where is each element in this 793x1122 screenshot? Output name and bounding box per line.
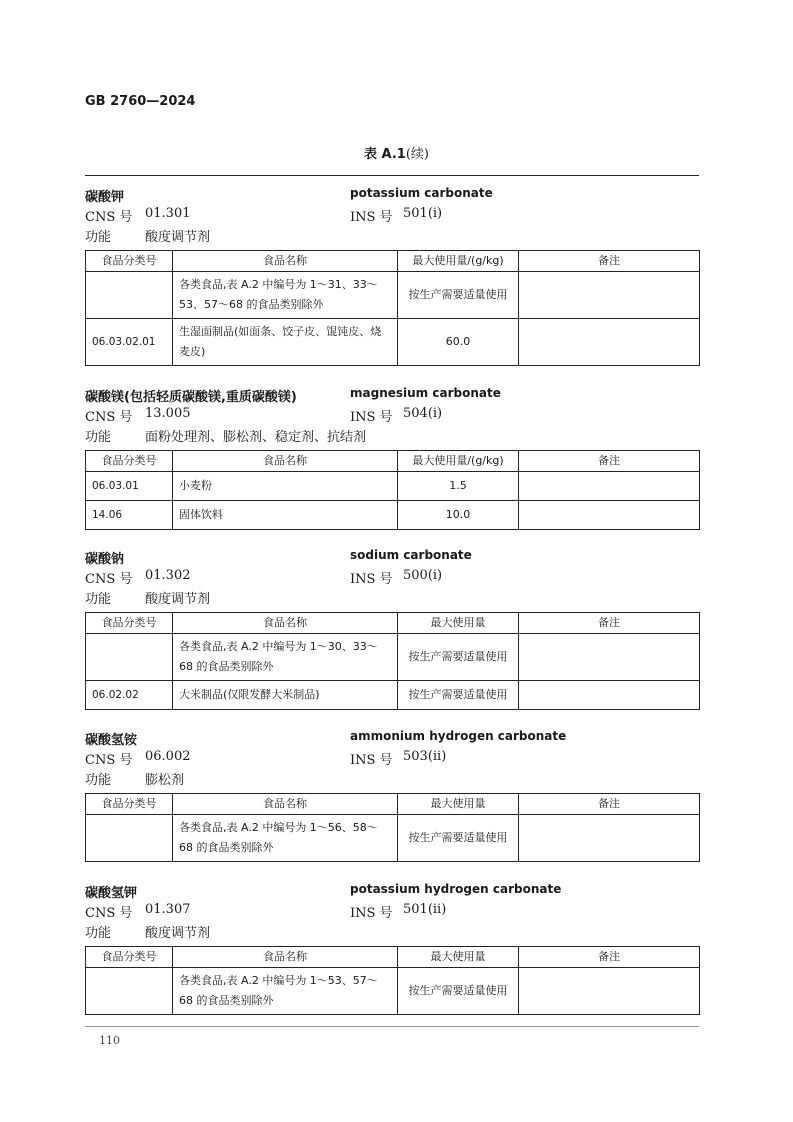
remarks-cell	[519, 681, 700, 710]
category-code-cell: 06.03.01	[86, 472, 173, 501]
ins-label: INS 号	[350, 410, 393, 425]
table-caption-suffix: (续)	[405, 147, 429, 162]
col-header-category-code: 食品分类号	[86, 947, 173, 968]
table-row	[86, 968, 700, 1015]
food-name-cell: 各类食品,表 A.2 中编号为 1～53、57～68 的食品类别除外	[173, 968, 398, 1015]
table-row	[86, 319, 700, 366]
col-header-remarks: 备注	[519, 451, 700, 472]
table-caption	[0, 143, 793, 162]
function-label: 功能	[85, 773, 112, 788]
food-name-cell: 固体饮料	[173, 501, 398, 530]
cns-label: CNS 号	[85, 572, 133, 587]
function-value: 酸度调节剂	[145, 926, 211, 941]
col-header-max-usage: 最大使用量/(g/kg)	[398, 251, 519, 272]
ins-label: INS 号	[350, 572, 393, 587]
cns-value: 01.302	[145, 568, 191, 583]
additive-name-en: sodium carbonate	[350, 548, 472, 562]
max-usage-cell: 10.0	[398, 501, 519, 530]
additive-section-magnesium-carbonate	[85, 386, 699, 530]
remarks-cell	[519, 472, 700, 501]
table-header-row	[86, 251, 700, 272]
col-header-category-code: 食品分类号	[86, 794, 173, 815]
remarks-cell	[519, 634, 700, 681]
additive-section-potassium-hydrogen-carbonate	[85, 882, 699, 1015]
table-header-row	[86, 794, 700, 815]
category-code-cell	[86, 815, 173, 862]
max-usage-cell: 按生产需要适量使用	[398, 272, 519, 319]
remarks-cell	[519, 319, 700, 366]
standard-code: GB 2760—2024	[85, 94, 196, 109]
category-code-cell: 06.02.02	[86, 681, 173, 710]
function-value: 酸度调节剂	[145, 592, 211, 607]
usage-table	[85, 793, 700, 862]
usage-table	[85, 612, 700, 710]
cns-label: CNS 号	[85, 753, 133, 768]
remarks-cell	[519, 968, 700, 1015]
additive-name-en: magnesium carbonate	[350, 386, 501, 400]
col-header-remarks: 备注	[519, 947, 700, 968]
cns-value: 01.301	[145, 206, 191, 221]
remarks-cell	[519, 272, 700, 319]
additive-section-sodium-carbonate	[85, 548, 699, 710]
col-header-food-name: 食品名称	[173, 947, 398, 968]
category-code-cell	[86, 968, 173, 1015]
col-header-remarks: 备注	[519, 794, 700, 815]
max-usage-cell: 按生产需要适量使用	[398, 815, 519, 862]
ins-value: 503(ii)	[403, 749, 447, 764]
col-header-remarks: 备注	[519, 613, 700, 634]
max-usage-cell: 60.0	[398, 319, 519, 366]
cns-label: CNS 号	[85, 210, 133, 225]
cns-label: CNS 号	[85, 906, 133, 921]
max-usage-cell: 1.5	[398, 472, 519, 501]
cns-label: CNS 号	[85, 410, 133, 425]
max-usage-cell: 按生产需要适量使用	[398, 634, 519, 681]
col-header-food-name: 食品名称	[173, 451, 398, 472]
function-label: 功能	[85, 926, 112, 941]
col-header-max-usage: 最大使用量	[398, 794, 519, 815]
function-label: 功能	[85, 592, 112, 607]
col-header-food-name: 食品名称	[173, 251, 398, 272]
cns-value: 06.002	[145, 749, 191, 764]
category-code-cell	[86, 272, 173, 319]
table-row	[86, 501, 700, 530]
category-code-cell	[86, 634, 173, 681]
category-code-cell: 14.06	[86, 501, 173, 530]
category-code-cell: 06.03.02.01	[86, 319, 173, 366]
additive-name-en: potassium carbonate	[350, 186, 493, 200]
cns-value: 13.005	[145, 406, 191, 421]
usage-table	[85, 250, 700, 366]
food-name-cell: 各类食品,表 A.2 中编号为 1～56、58～68 的食品类别除外	[173, 815, 398, 862]
footer-rule	[85, 1026, 699, 1027]
food-name-cell: 小麦粉	[173, 472, 398, 501]
cns-value: 01.307	[145, 902, 191, 917]
table-row	[86, 272, 700, 319]
additive-name-en: potassium hydrogen carbonate	[350, 882, 562, 896]
food-name-cell: 各类食品,表 A.2 中编号为 1～30、33～68 的食品类别除外	[173, 634, 398, 681]
additive-section-ammonium-hydrogen-carbonate	[85, 729, 699, 862]
food-name-cell: 大米制品(仅限发酵大米制品)	[173, 681, 398, 710]
food-name-cell: 各类食品,表 A.2 中编号为 1～31、33～53、57～68 的食品类别除外	[173, 272, 398, 319]
additive-name-cn: 碳酸钠	[85, 552, 125, 567]
ins-value: 501(ii)	[403, 902, 447, 917]
remarks-cell	[519, 815, 700, 862]
usage-table	[85, 946, 700, 1015]
ins-label: INS 号	[350, 906, 393, 921]
table-header-row	[86, 947, 700, 968]
col-header-remarks: 备注	[519, 251, 700, 272]
function-value: 面粉处理剂、膨松剂、稳定剂、抗结剂	[145, 430, 367, 445]
usage-table	[85, 450, 700, 530]
ins-label: INS 号	[350, 753, 393, 768]
ins-value: 504(i)	[403, 406, 443, 421]
additive-name-cn: 碳酸钾	[85, 190, 125, 205]
max-usage-cell: 按生产需要适量使用	[398, 968, 519, 1015]
top-rule	[85, 175, 699, 176]
table-caption-label: 表 A.1	[364, 147, 406, 162]
max-usage-cell: 按生产需要适量使用	[398, 681, 519, 710]
table-row	[86, 815, 700, 862]
table-row	[86, 681, 700, 710]
function-label: 功能	[85, 230, 112, 245]
ins-label: INS 号	[350, 210, 393, 225]
ins-value: 500(i)	[403, 568, 443, 583]
ins-value: 501(i)	[403, 206, 443, 221]
col-header-category-code: 食品分类号	[86, 251, 173, 272]
additive-name-cn: 碳酸镁(包括轻质碳酸镁,重质碳酸镁)	[85, 390, 297, 405]
table-header-row	[86, 613, 700, 634]
col-header-food-name: 食品名称	[173, 613, 398, 634]
food-name-cell: 生湿面制品(如面条、饺子皮、馄饨皮、烧麦皮)	[173, 319, 398, 366]
col-header-max-usage: 最大使用量/(g/kg)	[398, 451, 519, 472]
table-header-row	[86, 451, 700, 472]
col-header-max-usage: 最大使用量	[398, 613, 519, 634]
function-value: 膨松剂	[145, 773, 185, 788]
additive-section-potassium-carbonate	[85, 186, 699, 366]
function-label: 功能	[85, 430, 112, 445]
additive-name-en: ammonium hydrogen carbonate	[350, 729, 567, 743]
col-header-max-usage: 最大使用量	[398, 947, 519, 968]
additive-name-cn: 碳酸氢钾	[85, 886, 138, 901]
table-row	[86, 634, 700, 681]
table-row	[86, 472, 700, 501]
page-number: 110	[99, 1034, 120, 1047]
function-value: 酸度调节剂	[145, 230, 211, 245]
additive-name-cn: 碳酸氢铵	[85, 733, 138, 748]
col-header-category-code: 食品分类号	[86, 613, 173, 634]
col-header-category-code: 食品分类号	[86, 451, 173, 472]
col-header-food-name: 食品名称	[173, 794, 398, 815]
remarks-cell	[519, 501, 700, 530]
